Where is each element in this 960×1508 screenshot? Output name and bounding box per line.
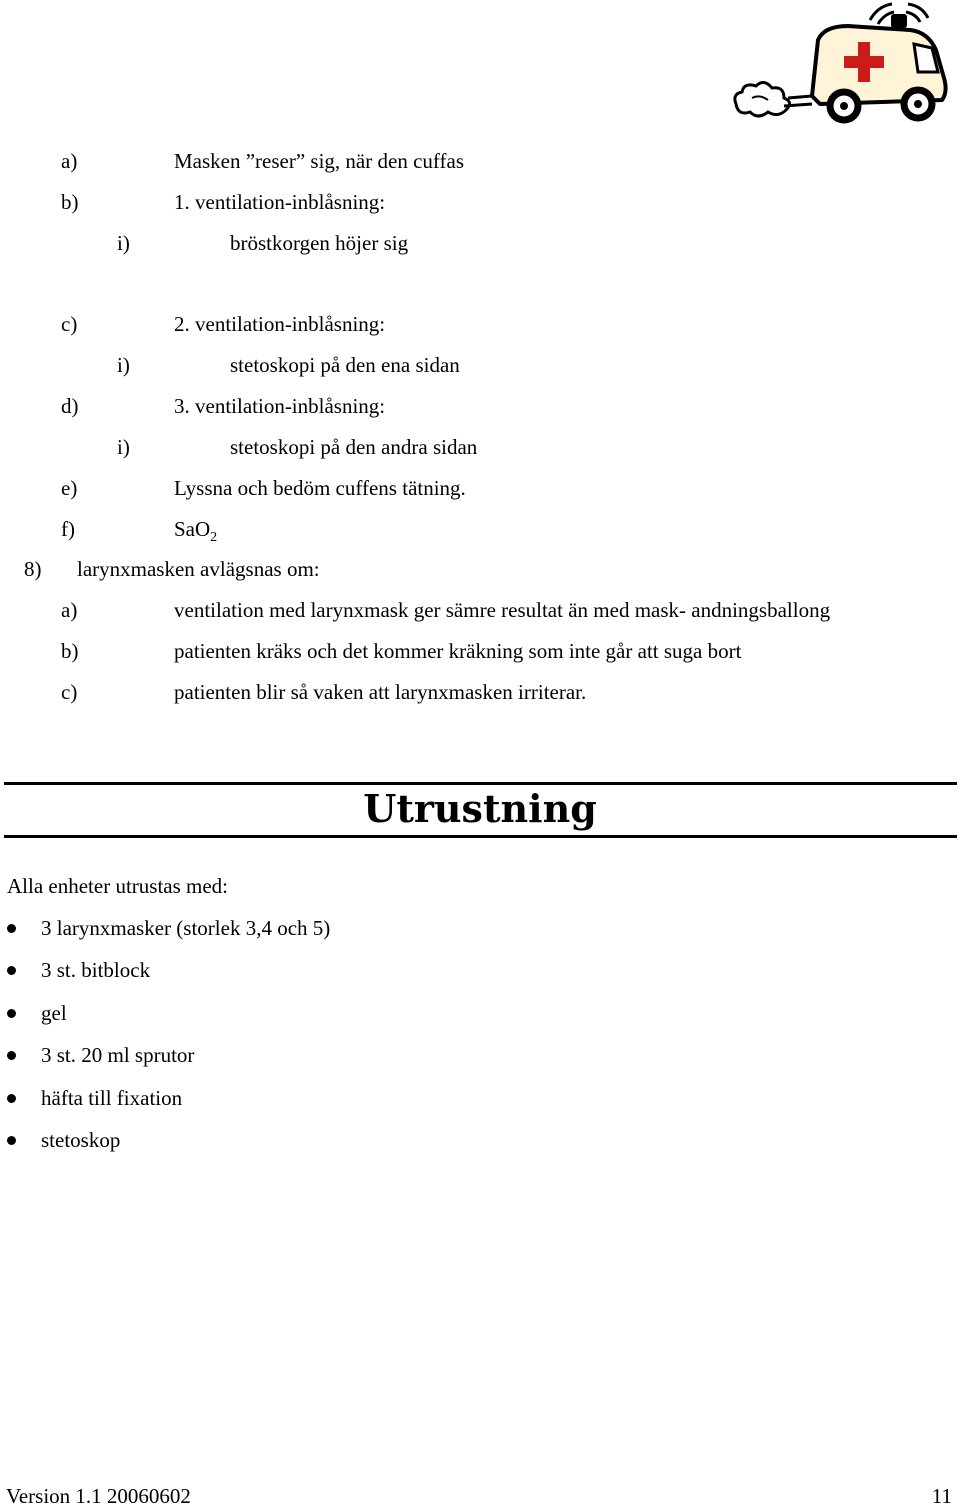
list-item-text: 2. ventilation-inblåsning: <box>174 312 386 336</box>
equipment-item: gel <box>41 1001 67 1025</box>
bullet-icon <box>7 966 16 975</box>
divider-bottom <box>4 835 957 838</box>
sub-item-text: bröstkorgen höjer sig <box>230 231 409 255</box>
equipment-item: 3 st. bitblock <box>41 958 151 982</box>
list-item-label: e) <box>61 476 78 500</box>
list-item-label: c) <box>61 312 78 336</box>
bullet-icon <box>7 1094 16 1103</box>
list-item-label: f) <box>61 517 75 541</box>
item-text: larynxmasken avlägsnas om: <box>77 557 320 581</box>
equipment-item: 3 larynxmasker (storlek 3,4 och 5) <box>41 916 331 940</box>
equipment-item: stetoskop <box>41 1128 121 1152</box>
sub-item-label: i) <box>117 435 130 459</box>
section-intro: Alla enheter utrustas med: <box>7 874 229 898</box>
sub-item-label: i) <box>117 231 130 255</box>
list-item-text: patienten kräks och det kommer kräkning som inte går att suga bort <box>174 639 742 663</box>
list-item-text: Lyssna och bedöm cuffens tätning. <box>174 476 466 500</box>
formula-subscript: 2 <box>210 530 218 545</box>
bullet-icon <box>7 924 16 933</box>
page-number: 11 <box>931 1484 952 1508</box>
formula-text: SaO <box>174 517 211 541</box>
footer-version: Version 1.1 20060602 <box>6 1484 191 1508</box>
divider-top <box>4 782 957 785</box>
list-item-text: 3. ventilation-inblåsning: <box>174 394 386 418</box>
list-item-label: a) <box>61 598 78 622</box>
list-item-text: 1. ventilation-inblåsning: <box>174 190 386 214</box>
list-item-text: patienten blir så vaken att larynxmasken irriterar. <box>174 680 587 704</box>
list-item-label: b) <box>61 639 79 663</box>
ambulance-icon <box>728 0 950 130</box>
list-item-text: ventilation med larynxmask ger sämre resultat än med mask- andningsballong <box>174 598 831 622</box>
sub-item-text: stetoskopi på den andra sidan <box>230 435 478 459</box>
equipment-item: 3 st. 20 ml sprutor <box>41 1043 195 1067</box>
list-item-label: d) <box>61 394 79 418</box>
bullet-icon <box>7 1009 16 1018</box>
list-item-label: c) <box>61 680 78 704</box>
sub-item-text: stetoskopi på den ena sidan <box>230 353 460 377</box>
list-item-text: Masken ”reser” sig, när den cuffas <box>174 149 464 173</box>
bullet-icon <box>7 1136 16 1145</box>
sub-item-label: i) <box>117 353 130 377</box>
list-item-label: a) <box>61 149 78 173</box>
item-number: 8) <box>24 557 42 581</box>
bullet-icon <box>7 1051 16 1060</box>
equipment-item: häfta till fixation <box>41 1086 183 1110</box>
section-heading: Utrustning <box>363 786 597 831</box>
list-item-label: b) <box>61 190 79 214</box>
sao2-formula <box>174 517 218 545</box>
